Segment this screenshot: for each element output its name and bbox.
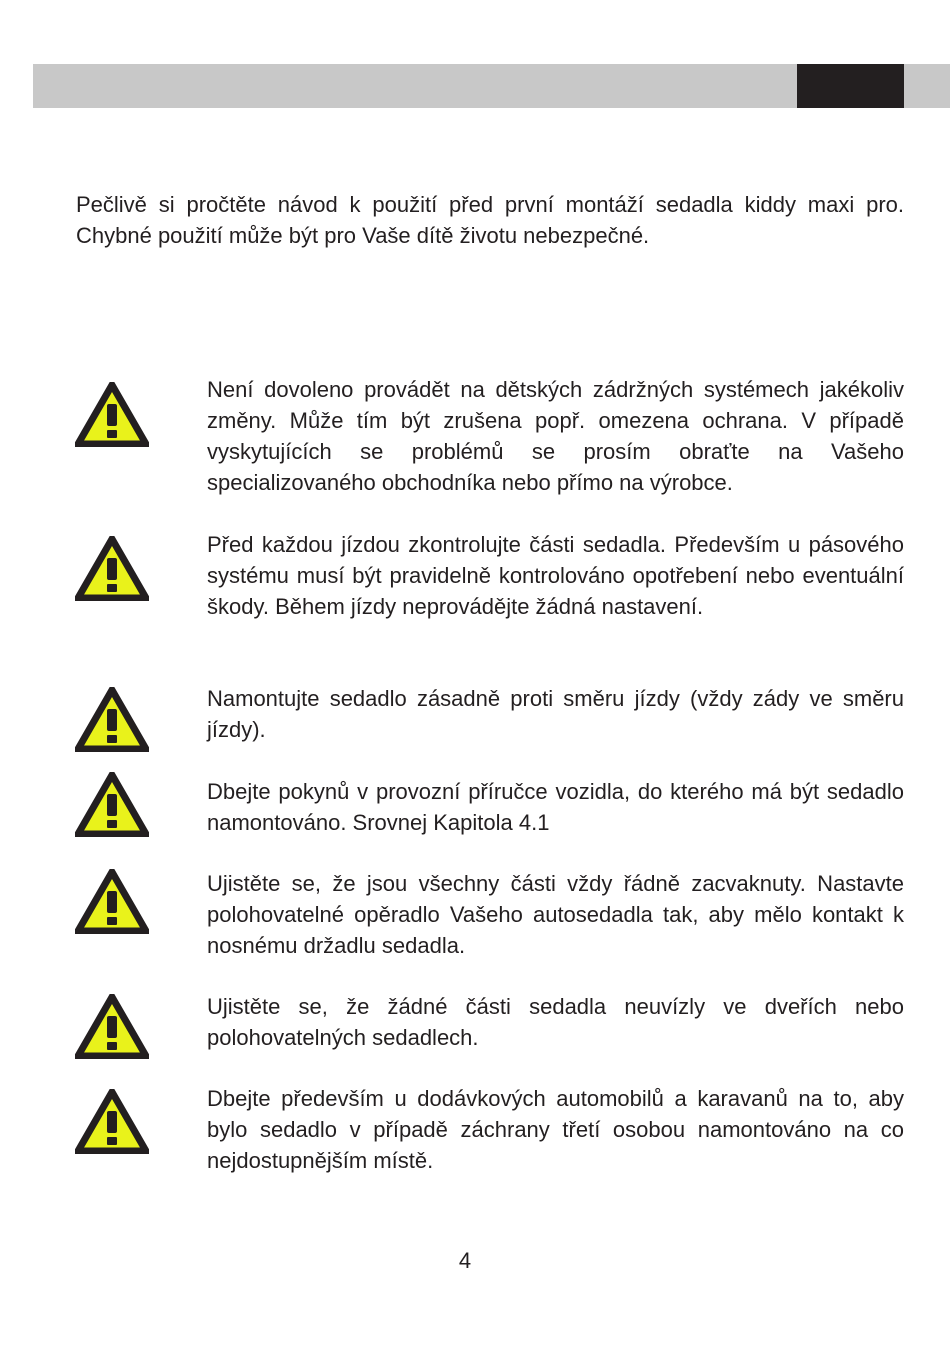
warning-text: Namontujte sedadlo zásadně proti směru jízdy (vždy zády ve směru jízdy). bbox=[207, 686, 904, 742]
warning-triangle-icon bbox=[75, 382, 149, 447]
warning-text: Před každou jízdou zkontrolujte části sedadla. Především u pásového systému musí být pravidelně kontrolováno opotřebení nebo eventuální škody. Během jízdy neprovádějte žádná nastavení. bbox=[207, 532, 904, 619]
warning-text: Ujistěte se, že jsou všechny části vždy řádně zacvaknuty. Nastavte polohovatelné opěradlo Vašeho autosedadla tak, aby mělo kontakt k nosnému držadlu sedadla. bbox=[207, 871, 904, 958]
warning-triangle-icon bbox=[75, 536, 149, 601]
warning-triangle-icon bbox=[75, 687, 149, 752]
warning-text: Ujistěte se, že žádné části sedadla neuvízly ve dveřích nebo polohovatelných sedadlech. bbox=[207, 994, 904, 1050]
warning-triangle-icon bbox=[75, 994, 149, 1059]
page-number: 4 bbox=[458, 1248, 472, 1273]
warning-triangle-icon bbox=[75, 772, 149, 837]
header-tab-block bbox=[797, 64, 904, 108]
warning-text: Dbejte především u dodávkových automobilů a karavanů na to, aby bylo sedadlo v případě záchrany třetí osobou namontováno na co nejdostupnějším místě. bbox=[207, 1086, 904, 1173]
warning-triangle-icon bbox=[75, 1089, 149, 1154]
warning-triangle-icon bbox=[75, 869, 149, 934]
intro-paragraph: Pečlivě si pročtěte návod k použití před první montáží sedadla kiddy maxi pro. Chybné použití může být pro Vaše dítě životu nebezpečné. bbox=[76, 192, 904, 248]
warning-text: Dbejte pokynů v provozní příručce vozidla, do kterého má být sedadlo namontováno. Srovnej Kapitola 4.1 bbox=[207, 779, 904, 835]
warning-text: Není dovoleno provádět na dětských zádržných systémech jakékoliv změny. Může tím být zrušena popř. omezena ochrana. V případě vyskytujících se problémů se prosím obraťte na Vašeho specializovaného obchodníka nebo přímo na výrobce. bbox=[207, 377, 904, 495]
